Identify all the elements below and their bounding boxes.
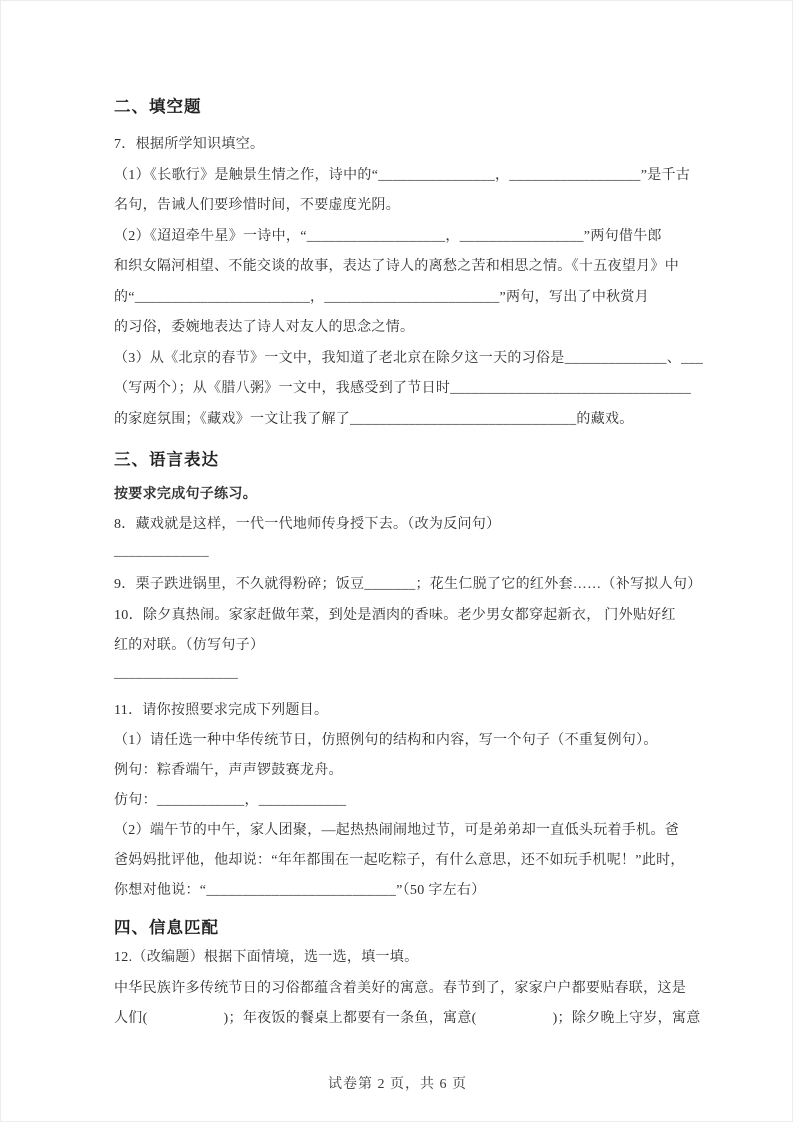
q11-2-line2: 爸妈妈批评他，他却说：“年年都围在一起吃粽子，有什么意思，还不如玩手机呢！”此时， [114,853,685,868]
q11-stem: 11．请你按照要求完成下列题目。 [114,703,329,718]
q7-2-line4: 的习俗，委婉地表达了诗人对友人的思念之情。 [114,320,415,335]
q7-3-line3: 的家庭氛围；《藏戏》一文让我了解了_______________________________的藏戏。 [114,412,634,427]
q7-1-line2: 名句，告诫人们要珍惜时间，不要虚度光阴。 [114,198,400,213]
q8-answer-blank: _____________ [114,544,209,559]
q7-2-line1: （2）《迢迢牵牛星》一诗中，“___________________，_________________”两句借牛郎 [114,229,662,244]
q10-line1: 10．除夕真热闹。家家赶做年菜，到处是酒肉的香味。老少男女都穿起新衣， 门外贴好红 [114,608,676,623]
q8-stem: 8．藏戏就是这样，一代一代地师传身授下去。（改为反问句） [114,517,501,532]
q11-1-imitation-blank: 仿句：____________，____________ [114,793,347,808]
q12-stem: 12.（改编题）根据下面情境，选一选，填一填。 [114,950,419,965]
q9-stem: 9．栗子跌进锅里，不久就得粉碎；饭豆_______；花生仁脱了它的红外套……（补写拟人句） [114,577,702,592]
q12-passage-line1: 中华民族许多传统节日的习俗都蕴含着美好的寓意。春节到了，家家户户都要贴春联，这是 [114,981,686,996]
q11-2-line1: （2）端午节的中午，家人团聚，—起热热闹闹地过节，可是弟弟却一直低头玩着手机。爸 [114,823,679,838]
section-heading-info-matching: 四、信息匹配 [114,918,219,937]
q12-passage-line2: 人们( )；年夜饭的餐桌上都要有一条鱼，寓意( )；除夕晚上守岁，寓意 [114,1011,701,1026]
q11-1-example: 例句：粽香端午，声声锣鼓赛龙舟。 [114,763,343,778]
q7-2-line2: 和织女隔河相望、不能交谈的故事，表达了诗人的离愁之苦和相思之情。《十五夜望月》中 [114,259,679,274]
section-heading-fill-in-blanks: 二、填空题 [114,97,202,116]
q10-answer-blank: _________________ [114,666,239,681]
q7-1-line1: （1）《长歌行》是触景生情之作，诗中的“________________，__________________”是千古 [114,168,691,183]
q7-3-line2: （写两个）；从《腊八粥》一文中，我感受到了节日时_________________________________ [114,381,692,396]
q11-2-line3: 你想对他说：“__________________________”（50 字左右） [114,883,486,898]
q7-3-line1: （3）从《北京的春节》一文中，我知道了老北京在除夕这一天的习俗是______________、___ [114,351,703,366]
q7-2-line3: 的“________________________，________________________”两句，写出了中秋赏月 [114,290,650,305]
q10-line2: 红的对联。（仿写句子） [114,638,265,653]
q7-stem: 7．根据所学知识填空。 [114,137,265,152]
q11-1-stem: （1）请任选一种中华传统节日，仿照例句的结构和内容，写一个句子（不重复例句）。 [114,733,658,748]
sentence-practice-directive: 按要求完成句子练习。 [114,487,257,502]
section-heading-language-expression: 三、语言表达 [114,450,219,469]
page-footer: 试卷第 2 页，共 6 页 [328,1077,467,1092]
